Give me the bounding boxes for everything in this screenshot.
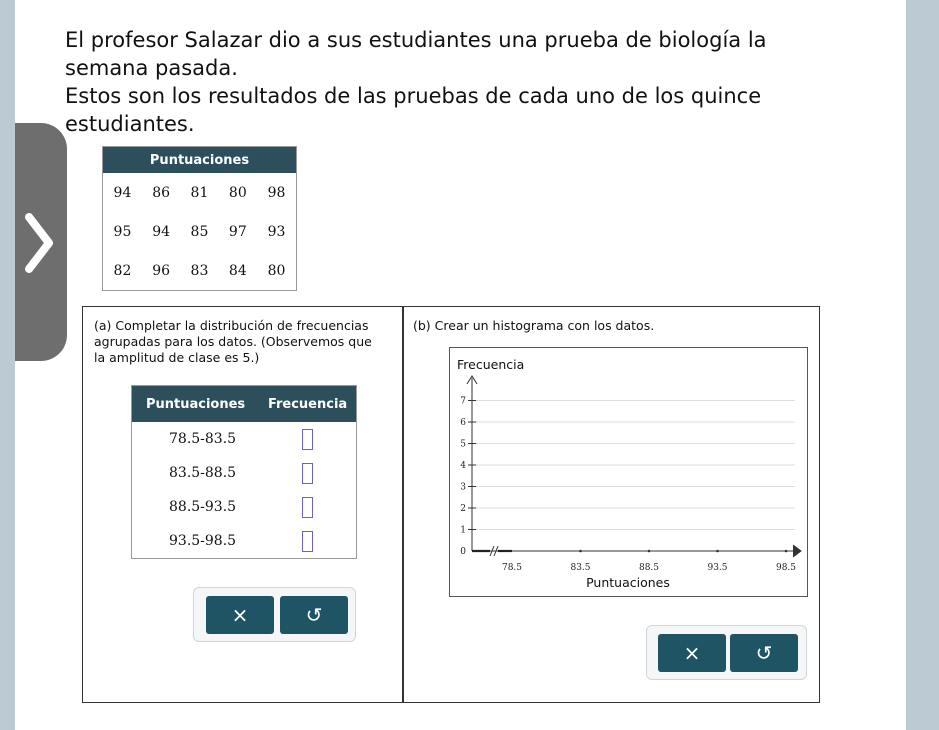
class-interval: 78.5-83.5 xyxy=(169,431,237,447)
y-tick-label: 2 xyxy=(460,504,466,514)
gridlines xyxy=(472,401,795,530)
undo-icon: ↺ xyxy=(755,641,773,665)
y-tick-label: 4 xyxy=(460,461,466,471)
x-axis-arrow xyxy=(793,545,801,557)
frequency-input[interactable] xyxy=(302,497,313,518)
close-icon: × xyxy=(231,603,249,627)
clear-button-b[interactable] xyxy=(658,634,726,672)
score-cell: 85 xyxy=(190,223,209,240)
part-a-actions xyxy=(193,587,356,642)
classes-column-header: Puntuaciones xyxy=(132,386,260,423)
class-interval: 93.5-98.5 xyxy=(169,533,237,549)
score-cell: 80 xyxy=(228,184,247,201)
scores-table-header: Puntuaciones xyxy=(103,147,297,174)
class-interval: 83.5-88.5 xyxy=(169,465,237,481)
histogram-svg[interactable] xyxy=(450,348,809,598)
table-row xyxy=(132,490,357,524)
y-tick-label: 6 xyxy=(460,418,466,428)
score-cell: 83 xyxy=(190,262,209,279)
score-cell: 93 xyxy=(267,223,286,240)
intro-line-3: Estos son los resultados de las pruebas de cada uno de los quince xyxy=(65,84,762,108)
part-a-instructions xyxy=(94,318,394,366)
column-divider xyxy=(402,307,404,702)
y-tick-label: 3 xyxy=(460,482,466,493)
chevron-right-icon xyxy=(23,211,59,275)
score-cell: 97 xyxy=(228,223,247,240)
score-cell: 84 xyxy=(228,262,247,279)
frequency-input[interactable] xyxy=(302,463,313,484)
part-a-line-1: (a) Completar la distribución de frecuencias xyxy=(94,318,369,333)
y-tick-label: 1 xyxy=(460,525,466,536)
expand-side-panel-button[interactable] xyxy=(15,123,67,361)
score-cell: 95 xyxy=(113,223,132,240)
undo-icon: ↺ xyxy=(305,603,323,627)
undo-button-b[interactable] xyxy=(730,634,798,672)
intro-line-4: estudiantes. xyxy=(65,112,195,136)
x-tick-label: 83.5 xyxy=(570,563,591,573)
table-row xyxy=(103,251,297,291)
score-cell: 82 xyxy=(113,262,132,279)
score-cell: 94 xyxy=(152,223,171,240)
frequency-table xyxy=(131,385,357,559)
intro-line-2: semana pasada. xyxy=(65,56,238,80)
part-b-actions xyxy=(646,625,807,680)
part-b-instructions: (b) Crear un histograma con los datos. xyxy=(413,318,655,333)
part-a-line-3: la amplitud de clase es 5.) xyxy=(94,350,260,365)
x-tick-label: 93.5 xyxy=(707,563,728,573)
y-axis-ticks xyxy=(460,397,476,558)
part-a-line-2: agrupadas para los datos. (Observemos que xyxy=(94,334,372,349)
x-axis-ticks xyxy=(502,550,796,573)
table-row xyxy=(132,456,357,490)
frequency-input[interactable] xyxy=(302,531,313,552)
frequency-column-header: Frecuencia xyxy=(259,386,356,423)
histogram-canvas[interactable] xyxy=(449,347,808,597)
y-axis-title: Frecuencia xyxy=(457,357,525,372)
x-tick-label: 98.5 xyxy=(775,563,797,573)
x-axis-title: Puntuaciones xyxy=(586,575,670,590)
score-cell: 80 xyxy=(267,262,286,279)
y-tick-label: 0 xyxy=(460,547,466,557)
x-tick-label: 78.5 xyxy=(501,563,523,573)
x-tick-label: 88.5 xyxy=(638,563,660,573)
worksheet-page xyxy=(15,0,906,730)
table-row xyxy=(103,212,297,251)
table-row xyxy=(132,524,357,559)
table-row xyxy=(132,422,357,456)
score-cell: 81 xyxy=(190,184,209,201)
scores-table xyxy=(102,146,297,291)
y-tick-label: 7 xyxy=(460,396,466,407)
exercise-box xyxy=(82,306,820,703)
score-cell: 96 xyxy=(152,262,171,279)
intro-line-1: El profesor Salazar dio a sus estudiantes una prueba de biología la xyxy=(65,28,767,52)
problem-statement xyxy=(65,26,845,138)
clear-button-a[interactable] xyxy=(206,596,274,634)
score-cell: 94 xyxy=(113,184,132,201)
score-cell: 98 xyxy=(267,184,286,201)
undo-button-a[interactable] xyxy=(280,596,348,634)
table-row xyxy=(103,173,297,212)
class-interval: 88.5-93.5 xyxy=(169,499,237,515)
score-cell: 86 xyxy=(152,184,171,201)
y-tick-label: 5 xyxy=(460,439,466,450)
close-icon: × xyxy=(683,641,701,665)
frequency-input[interactable] xyxy=(302,429,313,450)
